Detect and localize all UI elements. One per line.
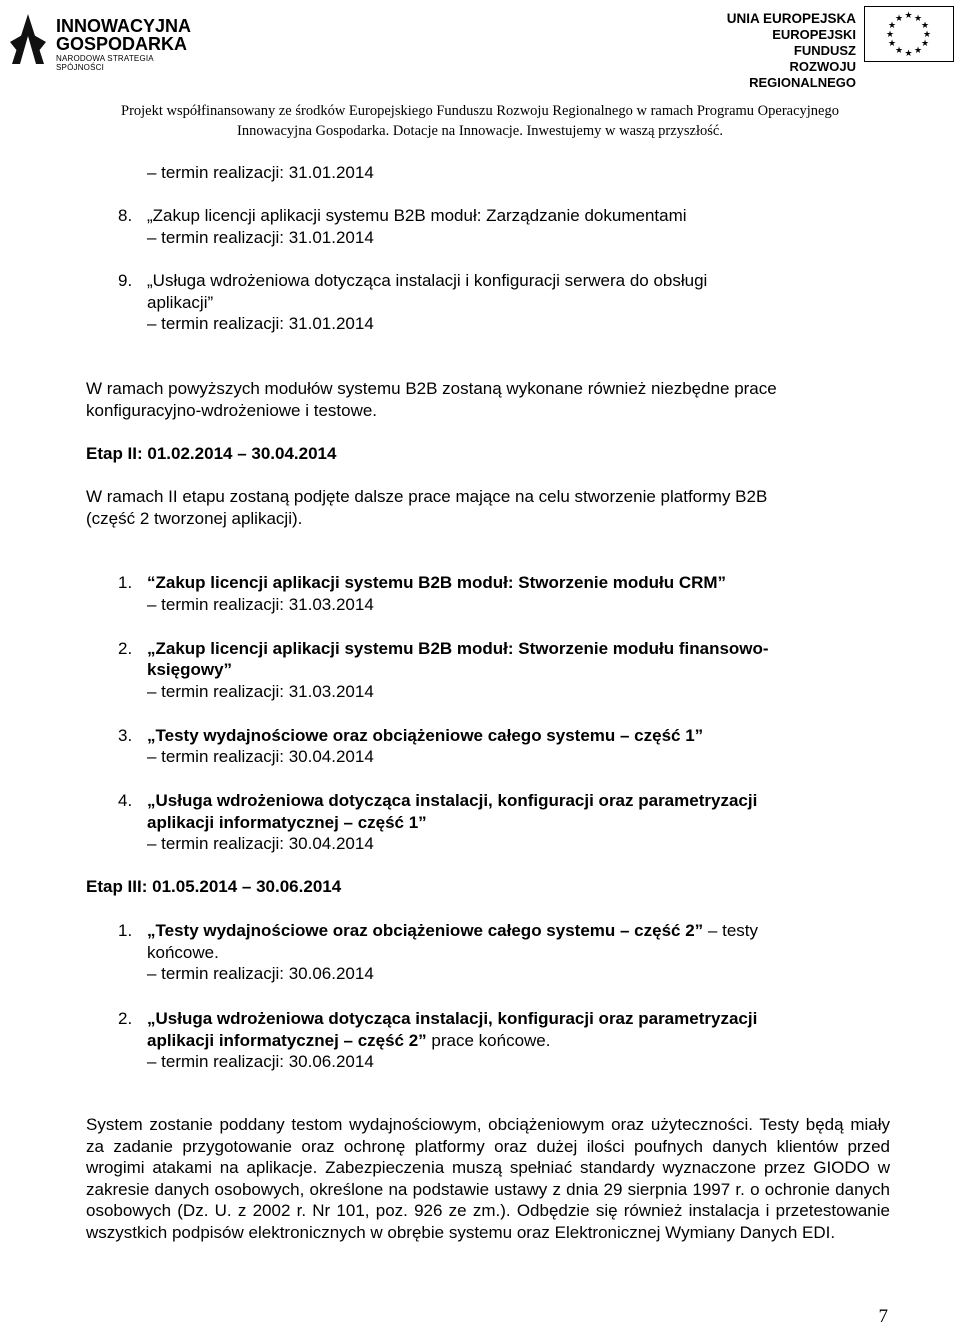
eu-flag-icon <box>864 6 954 62</box>
ig-logo-line2: GOSPODARKA <box>56 34 188 54</box>
eu-logo-line1: UNIA EUROPEJSKA <box>726 11 856 26</box>
stage3-item1-term: – termin realizacji: 30.06.2014 <box>147 964 374 983</box>
stage3-item1-title: „Testy wydajnościowe oraz obciążeniowe całego systemu – część 2” <box>147 921 704 940</box>
stage3-item2-term: – termin realizacji: 30.06.2014 <box>147 1052 374 1071</box>
svg-text:★: ★ <box>920 39 930 49</box>
stage2-item2-title-2: księgowy” <box>147 660 233 679</box>
ig-logo-line1: INNOWACYJNA <box>56 16 192 36</box>
stage2-item3-num: 3. <box>118 726 133 745</box>
stage2-item4-term: – termin realizacji: 30.04.2014 <box>147 834 374 853</box>
svg-text:★: ★ <box>904 11 913 21</box>
stage3-item2-title-2-tail: prace końcowe. <box>431 1031 551 1050</box>
project-line-1: Projekt współfinansowany ze środków Europejskiego Funduszu Rozwoju Regionalnego w ramach Programu Operacyjnego <box>121 103 839 119</box>
stage3-item1-num: 1. <box>118 921 133 940</box>
item9-term: – termin realizacji: 31.01.2014 <box>147 314 374 333</box>
item9-title-1: „Usługa wdrożeniowa dotycząca instalacji i konfiguracji serwera do obsługi <box>147 271 708 290</box>
stage2-item4-title-2: aplikacji informatycznej – część 1” <box>147 813 427 832</box>
ig-emblem-icon <box>8 12 48 68</box>
stage3-heading: Etap III: 01.05.2014 – 30.06.2014 <box>86 877 342 896</box>
stage2-item2-title: „Zakup licencji aplikacji systemu B2B moduł: Stworzenie modułu finansowo- <box>147 639 769 658</box>
item8-num: 8. <box>118 206 133 225</box>
stage2-intro-2: (część 2 tworzonej aplikacji). <box>86 509 303 528</box>
stage3-item2-title-2: aplikacji informatycznej – część 2” <box>147 1031 427 1050</box>
stage1-summary-1: W ramach powyższych modułów systemu B2B zostaną wykonane również niezbędne prace <box>86 379 777 398</box>
svg-text:★: ★ <box>887 21 897 31</box>
project-line-2: Innowacyjna Gospodarka. Dotacje na Innowacje. Inwestujemy w waszą przyszłość. <box>237 123 723 139</box>
stage2-item4-title: „Usługa wdrożeniowa dotycząca instalacji, konfiguracji oraz parametryzacji <box>147 791 758 810</box>
stage2-item3-term: – termin realizacji: 30.04.2014 <box>147 747 374 766</box>
stage2-item4-num: 4. <box>118 791 133 810</box>
item9-title-2: aplikacji” <box>147 293 214 312</box>
stage2-item1-title: “Zakup licencji aplikacji systemu B2B moduł: Stworzenie modułu CRM” <box>147 573 727 592</box>
item8-title: „Zakup licencji aplikacji systemu B2B moduł: Zarządzanie dokumentami <box>147 206 687 225</box>
eu-logo <box>718 6 956 90</box>
svg-text:★: ★ <box>894 46 904 56</box>
project-funding-banner <box>0 101 960 141</box>
stage3-item2-num: 2. <box>118 1009 133 1028</box>
innowacyjna-gospodarka-logo <box>8 12 192 72</box>
svg-text:★: ★ <box>894 14 904 24</box>
stage2-item1-num: 1. <box>118 573 133 592</box>
stage3-item2-title: „Usługa wdrożeniowa dotycząca instalacji, konfiguracji oraz parametryzacji <box>147 1009 758 1028</box>
stage3-item1-title-2: końcowe. <box>147 943 219 962</box>
stage3-item1-title-line <box>147 920 758 942</box>
svg-text:★: ★ <box>885 30 895 40</box>
eu-logo-line3: ROZWOJU REGIONALNEGO <box>749 59 856 90</box>
item9-num: 9. <box>118 271 133 290</box>
stage3-item2-title-2-line <box>147 1030 551 1052</box>
item8-term: – termin realizacji: 31.01.2014 <box>147 228 374 247</box>
stage2-intro-1: W ramach II etapu zostaną podjęte dalsze prace mające na celu stworzenie platformy B2B <box>86 487 768 506</box>
ig-logo-subtitle: NARODOWA STRATEGIA SPÓJNOŚCI <box>56 54 154 72</box>
svg-text:★: ★ <box>904 49 913 59</box>
svg-text:★: ★ <box>913 14 923 24</box>
stage2-heading: Etap II: 01.02.2014 – 30.04.2014 <box>86 444 337 463</box>
page-number: 7 <box>878 1306 888 1327</box>
stage3-item1-title-tail: – testy <box>707 921 759 940</box>
stage2-item1-term: – termin realizacji: 31.03.2014 <box>147 595 374 614</box>
svg-text:★: ★ <box>913 46 923 56</box>
svg-text:★: ★ <box>887 39 897 49</box>
stage2-item2-num: 2. <box>118 639 133 658</box>
stage1-summary-2: konfiguracyjno-wdrożeniowe i testowe. <box>86 401 378 420</box>
closing-paragraph: System zostanie poddany testom wydajnościowym, obciążeniowym oraz użyteczności. Testy będą miały za zadanie przygotowanie oraz ochronę platformy oraz dużej ilości poufnych danych klientów przed wrogimi atakami na aplikacje. Zabezpieczenia muszą spełniać standardy wyznaczone przez GIODO w zakresie danych osobowych, określone na podstawie ustawy z dnia 29 sierpnia 1997 r. o ochronie danych osobowych (Dz. U. z 2002 r. Nr 101, poz. 926 ze zm.). Odbędzie się również instalacja i przetestowanie wszystkich podpisów elektronicznych w obrębie systemu oraz Elektronicznej Wymiany Danych EDI. <box>86 1115 890 1242</box>
svg-text:★: ★ <box>920 21 930 31</box>
svg-text:★: ★ <box>922 30 932 40</box>
item7-term: – termin realizacji: 31.01.2014 <box>147 163 374 182</box>
eu-logo-line2: EUROPEJSKI FUNDUSZ <box>772 27 856 58</box>
stage2-item2-term: – termin realizacji: 31.03.2014 <box>147 682 374 701</box>
stage2-item3-title: „Testy wydajnościowe oraz obciążeniowe całego systemu – część 1” <box>147 726 704 745</box>
